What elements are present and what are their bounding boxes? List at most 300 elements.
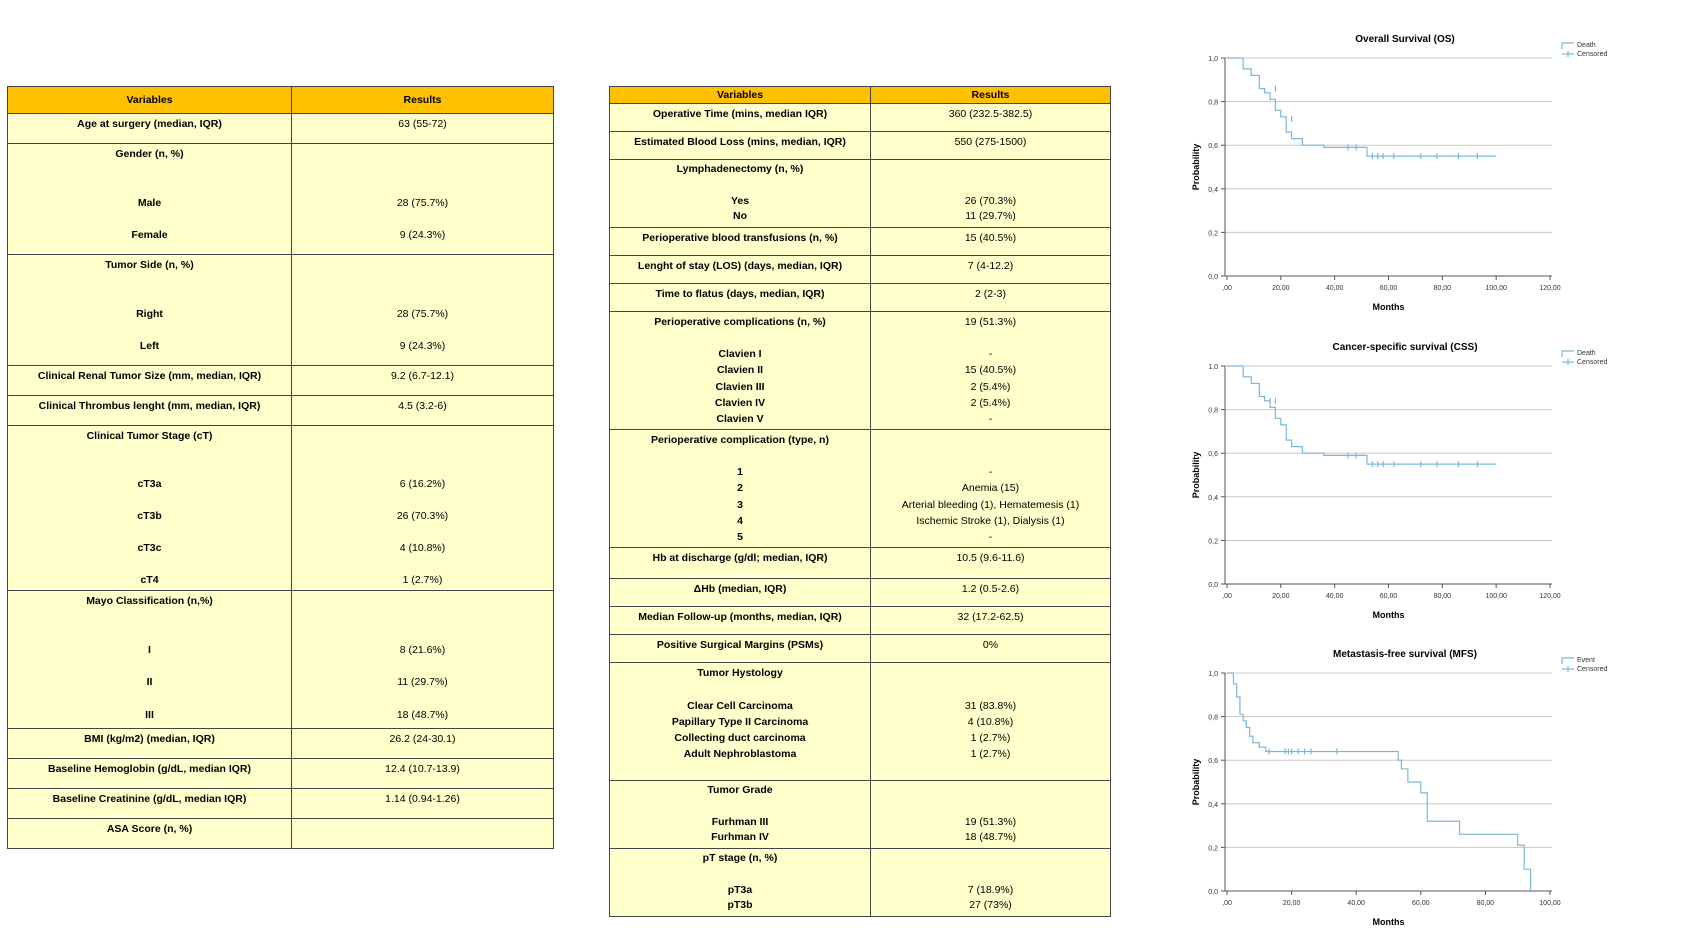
cell-line: - bbox=[988, 412, 993, 425]
metastasis-free-survival-chart bbox=[1185, 643, 1645, 935]
table-row bbox=[8, 255, 554, 366]
cell-line: Perioperative complication (type, n) bbox=[651, 434, 829, 446]
cell-line bbox=[614, 330, 866, 346]
x-tick-label: 60,00 bbox=[1379, 285, 1398, 292]
cell-line bbox=[12, 211, 287, 227]
table-row bbox=[610, 312, 1111, 430]
table-row bbox=[8, 144, 554, 255]
cell-line: 15 (40.5%) bbox=[964, 232, 1017, 244]
cell-line: Perioperative complications (n, %) bbox=[654, 316, 826, 328]
x-tick-label: 60,00 bbox=[1379, 593, 1398, 600]
legend-label-event: Death bbox=[1577, 350, 1596, 357]
variable-cell bbox=[610, 256, 871, 284]
y-tick-label: 0,8 bbox=[1208, 714, 1218, 722]
result-cell bbox=[871, 781, 1111, 849]
variable-cell bbox=[8, 144, 292, 255]
cell-line: Tumor Side (n, %) bbox=[105, 259, 194, 271]
legend-label-event: Death bbox=[1577, 42, 1596, 49]
cell-line bbox=[296, 556, 549, 572]
cell-line: 32 (17.2-62.5) bbox=[957, 611, 1024, 623]
y-tick-label: 0,2 bbox=[1208, 538, 1218, 546]
variable-cell bbox=[8, 729, 292, 759]
table-row bbox=[610, 607, 1111, 635]
cell-line bbox=[296, 290, 549, 306]
cell-line bbox=[296, 609, 549, 625]
cell-line: Positive Surgical Margins (PSMs) bbox=[656, 639, 824, 651]
cell-line: Right bbox=[136, 307, 163, 320]
result-cell bbox=[871, 284, 1111, 312]
y-tick-label: 0,8 bbox=[1208, 99, 1218, 107]
cell-line: Time to flatus (days, median, IQR) bbox=[655, 288, 825, 300]
y-tick-label: 0,6 bbox=[1208, 451, 1218, 459]
chart-title: Metastasis-free survival (MFS) bbox=[1333, 649, 1477, 660]
cell-line: BMI (kg/m2) (median, IQR) bbox=[84, 733, 215, 745]
cell-line: Clinical Thrombus lenght (mm, median, IQR) bbox=[38, 400, 261, 412]
cell-line: 7 (4-12.2) bbox=[967, 260, 1014, 272]
cell-line: 4 bbox=[737, 514, 743, 527]
cell-line: pT3b bbox=[727, 899, 753, 912]
variable-cell bbox=[610, 284, 871, 312]
table-row bbox=[8, 759, 554, 789]
cell-line: 4 (10.8%) bbox=[967, 715, 1014, 728]
cell-line bbox=[875, 783, 1106, 799]
table-row bbox=[610, 104, 1111, 132]
table-row bbox=[8, 426, 554, 591]
cell-line: 63 (55-72) bbox=[398, 118, 447, 130]
cell-line: 19 (51.3%) bbox=[964, 316, 1017, 328]
cell-line: Tumor Hystology bbox=[697, 667, 783, 679]
cell-line bbox=[614, 448, 866, 464]
variable-cell bbox=[8, 396, 292, 426]
cell-line: ΔHb (median, IQR) bbox=[693, 583, 787, 595]
column-header-variables: Variables bbox=[610, 87, 871, 104]
cell-line: Female bbox=[131, 229, 168, 242]
variable-cell bbox=[8, 591, 292, 729]
cell-line bbox=[296, 626, 549, 642]
cell-line: 1.14 (0.94-1.26) bbox=[385, 793, 460, 805]
cell-line: Clavien IV bbox=[714, 396, 766, 409]
cell-line: Adult Nephroblastoma bbox=[683, 748, 797, 761]
cell-line: 2 (5.4%) bbox=[970, 396, 1011, 409]
x-tick-label: 20,00 bbox=[1272, 593, 1290, 600]
survival-curve bbox=[1227, 673, 1531, 891]
cell-line bbox=[614, 867, 866, 883]
cell-line: Anemia (15) bbox=[961, 482, 1020, 495]
baseline-characteristics-table bbox=[7, 86, 554, 849]
result-cell bbox=[871, 663, 1111, 781]
x-tick-label: 100,00 bbox=[1485, 593, 1507, 600]
result-cell bbox=[871, 849, 1111, 917]
y-tick-label: 1,0 bbox=[1208, 671, 1218, 678]
cell-line: Clear Cell Carcinoma bbox=[687, 699, 793, 712]
cell-line: Tumor Grade bbox=[707, 784, 773, 796]
cell-line bbox=[12, 524, 287, 540]
variable-cell bbox=[610, 548, 871, 579]
table-row bbox=[8, 729, 554, 759]
cell-line: 10.5 (9.6-11.6) bbox=[956, 552, 1025, 564]
cell-line: I bbox=[148, 643, 151, 656]
cell-line bbox=[296, 492, 549, 508]
cell-line: 31 (83.8%) bbox=[964, 699, 1017, 712]
cell-line: 26 (70.3%) bbox=[396, 510, 449, 522]
cell-line bbox=[12, 273, 287, 289]
variable-cell bbox=[610, 607, 871, 635]
cell-line: 3 bbox=[737, 498, 743, 511]
cell-line bbox=[296, 428, 549, 444]
cell-line bbox=[12, 460, 287, 476]
y-tick-label: 0,4 bbox=[1208, 494, 1218, 502]
cell-line: - bbox=[988, 530, 993, 543]
cell-line: Clinical Tumor Stage (cT) bbox=[86, 430, 213, 442]
cell-line bbox=[296, 257, 549, 273]
cell-line: 9 (24.3%) bbox=[399, 229, 446, 242]
cell-line: Papillary Type II Carcinoma bbox=[671, 715, 809, 728]
cell-line: 28 (75.7%) bbox=[396, 307, 449, 320]
cell-line: II bbox=[146, 676, 153, 689]
y-tick-label: 0,4 bbox=[1208, 801, 1218, 809]
variable-cell bbox=[610, 160, 871, 228]
cell-line bbox=[12, 658, 287, 674]
cell-line: 2 (5.4%) bbox=[970, 380, 1011, 393]
y-tick-label: 1,0 bbox=[1208, 56, 1218, 63]
table-row bbox=[8, 789, 554, 819]
cell-line: Mayo Classification (n,%) bbox=[86, 595, 213, 607]
column-header-results: Results bbox=[292, 87, 554, 114]
cell-line: 18 (48.7%) bbox=[396, 709, 449, 722]
y-axis-label: Probability bbox=[1191, 451, 1201, 499]
result-cell bbox=[292, 819, 554, 849]
cell-line: Lenght of stay (LOS) (days, median, IQR) bbox=[637, 260, 843, 272]
cell-line: Clinical Renal Tumor Size (mm, median, IQR) bbox=[37, 370, 262, 382]
x-tick-label: ,00 bbox=[1222, 285, 1232, 292]
y-tick-label: 0,0 bbox=[1208, 274, 1218, 281]
x-tick-label: 100,00 bbox=[1485, 285, 1507, 292]
cell-line bbox=[296, 524, 549, 540]
legend-label-censored: Censored bbox=[1577, 359, 1608, 366]
cell-line: 4 (10.8%) bbox=[399, 542, 446, 554]
x-tick-label: 100,00 bbox=[1539, 900, 1561, 907]
variable-cell bbox=[610, 312, 871, 430]
result-cell bbox=[292, 255, 554, 366]
survival-curve bbox=[1227, 366, 1496, 464]
cell-line: 4.5 (3.2-6) bbox=[398, 400, 447, 412]
x-tick-label: 60,00 bbox=[1412, 900, 1430, 907]
x-tick-label: 120,00 bbox=[1539, 285, 1561, 292]
variable-cell bbox=[8, 114, 292, 144]
cell-line bbox=[12, 179, 287, 195]
cell-line: 1 bbox=[737, 466, 743, 479]
x-tick-label: 40,00 bbox=[1325, 285, 1344, 292]
table-row bbox=[610, 635, 1111, 663]
cell-line: cT3a bbox=[137, 478, 162, 490]
result-cell bbox=[292, 789, 554, 819]
table-row bbox=[610, 228, 1111, 256]
cell-line: cT3b bbox=[137, 510, 162, 522]
cell-line bbox=[875, 799, 1106, 815]
cancer-specific-survival-chart bbox=[1185, 336, 1645, 628]
result-cell bbox=[871, 104, 1111, 132]
y-tick-label: 0,6 bbox=[1208, 758, 1218, 766]
variable-cell bbox=[610, 579, 871, 607]
cell-line bbox=[296, 444, 549, 460]
cell-line bbox=[12, 626, 287, 642]
cell-line: pT3a bbox=[727, 883, 753, 896]
y-tick-label: 0,0 bbox=[1208, 582, 1218, 589]
cell-line: Operative Time (mins, median IQR) bbox=[652, 108, 828, 120]
y-tick-label: 0,2 bbox=[1208, 845, 1218, 853]
cell-line bbox=[875, 178, 1106, 194]
cell-line: Hb at discharge (g/dl; median, IQR) bbox=[652, 552, 828, 564]
perioperative-outcomes-table bbox=[609, 86, 1111, 917]
cell-line bbox=[12, 492, 287, 508]
cell-line: Ischemic Stroke (1), Dialysis (1) bbox=[916, 514, 1065, 527]
cell-line: Yes bbox=[730, 194, 750, 207]
cell-line bbox=[12, 290, 287, 306]
cell-line: Age at surgery (median, IQR) bbox=[77, 118, 222, 130]
variable-cell bbox=[610, 663, 871, 781]
cell-line: 26 (70.3%) bbox=[964, 194, 1017, 207]
result-cell bbox=[292, 114, 554, 144]
cell-line: Clavien III bbox=[715, 380, 765, 393]
x-axis-label: Months bbox=[1372, 610, 1405, 620]
cell-line: Furhman III bbox=[711, 815, 769, 828]
chart-title: Cancer-specific survival (CSS) bbox=[1332, 342, 1478, 353]
table-row bbox=[8, 366, 554, 396]
cell-line bbox=[296, 691, 549, 707]
cell-line bbox=[614, 681, 866, 697]
variable-cell bbox=[610, 132, 871, 160]
survival-curve bbox=[1227, 58, 1496, 156]
cell-line bbox=[12, 609, 287, 625]
variable-cell bbox=[610, 104, 871, 132]
cell-line: 0% bbox=[982, 639, 999, 651]
result-cell bbox=[871, 607, 1111, 635]
table-row bbox=[610, 548, 1111, 579]
legend-line-event bbox=[1562, 43, 1574, 49]
result-cell bbox=[871, 579, 1111, 607]
cell-line: 360 (232.5-382.5) bbox=[948, 108, 1033, 120]
cell-line: 5 bbox=[737, 530, 743, 543]
cell-line: 6 (16.2%) bbox=[399, 478, 446, 490]
table-row bbox=[610, 284, 1111, 312]
result-cell bbox=[871, 228, 1111, 256]
cell-line: Arterial bleeding (1), Hematemesis (1) bbox=[901, 498, 1080, 511]
result-cell bbox=[292, 426, 554, 591]
cell-line: Perioperative blood transfusions (n, %) bbox=[642, 232, 838, 244]
cell-line: Furhman IV bbox=[711, 831, 769, 844]
cell-line: 2 bbox=[737, 482, 743, 495]
cell-line bbox=[875, 432, 1106, 448]
cell-line bbox=[296, 658, 549, 674]
table-row bbox=[8, 819, 554, 849]
cell-line: 1 (2.7%) bbox=[402, 574, 443, 586]
cell-line: cT3c bbox=[137, 542, 162, 554]
y-tick-label: 0,0 bbox=[1208, 889, 1218, 896]
legend-label-censored: Censored bbox=[1577, 51, 1608, 58]
x-tick-label: 80,00 bbox=[1476, 900, 1495, 907]
x-tick-label: ,00 bbox=[1222, 900, 1232, 907]
cell-line: 1 (2.7%) bbox=[970, 732, 1011, 745]
table-row bbox=[610, 781, 1111, 849]
cell-line bbox=[296, 273, 549, 289]
cell-line bbox=[296, 146, 549, 162]
x-tick-label: 120,00 bbox=[1539, 593, 1561, 600]
cell-line: 28 (75.7%) bbox=[396, 196, 449, 209]
result-cell bbox=[871, 256, 1111, 284]
cell-line bbox=[614, 799, 866, 815]
cell-line: No bbox=[733, 210, 747, 223]
cell-line: 15 (40.5%) bbox=[964, 364, 1017, 377]
table-row bbox=[8, 591, 554, 729]
variable-cell bbox=[8, 255, 292, 366]
column-header-results: Results bbox=[871, 87, 1111, 104]
cell-line: 9.2 (6.7-12.1) bbox=[390, 370, 455, 382]
cell-line bbox=[875, 665, 1106, 681]
cell-line: 12.4 (10.7-13.9) bbox=[385, 763, 460, 775]
chart-title: Overall Survival (OS) bbox=[1355, 34, 1455, 45]
x-axis-label: Months bbox=[1372, 302, 1405, 312]
cell-line: 11 (29.7%) bbox=[965, 210, 1016, 223]
cell-line: Clavien II bbox=[716, 364, 764, 377]
y-tick-label: 0,8 bbox=[1208, 407, 1218, 415]
cell-line: 7 (18.9%) bbox=[967, 883, 1014, 896]
result-cell bbox=[292, 144, 554, 255]
variable-cell bbox=[610, 430, 871, 548]
cell-line bbox=[875, 851, 1106, 867]
result-cell bbox=[871, 132, 1111, 160]
variable-cell bbox=[8, 426, 292, 591]
legend-line-event bbox=[1562, 351, 1574, 357]
x-tick-label: 40,00 bbox=[1325, 593, 1344, 600]
cell-line: cT4 bbox=[140, 574, 159, 586]
result-cell bbox=[292, 591, 554, 729]
cell-line bbox=[875, 681, 1106, 697]
table-row bbox=[610, 663, 1111, 781]
cell-line: 9 (24.3%) bbox=[399, 340, 446, 353]
legend-label-censored: Censored bbox=[1577, 666, 1608, 673]
cell-line: pT stage (n, %) bbox=[702, 852, 778, 864]
cell-line bbox=[875, 162, 1106, 178]
table-row bbox=[610, 849, 1111, 917]
result-cell bbox=[871, 548, 1111, 579]
result-cell bbox=[871, 430, 1111, 548]
cell-line bbox=[875, 330, 1106, 346]
cell-line bbox=[296, 179, 549, 195]
cell-line: Collecting duct carcinoma bbox=[674, 732, 806, 745]
cell-line: 11 (29.7%) bbox=[397, 676, 448, 689]
cell-line: Left bbox=[139, 340, 160, 353]
cell-line bbox=[296, 322, 549, 338]
overall-survival-chart bbox=[1185, 28, 1645, 320]
variable-cell bbox=[8, 366, 292, 396]
result-cell bbox=[871, 160, 1111, 228]
cell-line: III bbox=[145, 709, 154, 722]
legend-label-event: Event bbox=[1577, 657, 1595, 664]
cell-line: ASA Score (n, %) bbox=[106, 823, 193, 835]
cell-line bbox=[296, 593, 549, 609]
x-axis-label: Months bbox=[1372, 917, 1405, 927]
cell-line: Male bbox=[137, 196, 162, 209]
legend-line-event bbox=[1562, 658, 1574, 664]
y-axis-label: Probability bbox=[1191, 758, 1201, 806]
result-cell bbox=[292, 396, 554, 426]
table-row bbox=[610, 256, 1111, 284]
table-row bbox=[610, 160, 1111, 228]
x-tick-label: 20,00 bbox=[1282, 900, 1301, 907]
variable-cell bbox=[8, 789, 292, 819]
variable-cell bbox=[610, 849, 871, 917]
x-tick-label: 40,00 bbox=[1347, 900, 1365, 907]
cell-line bbox=[12, 556, 287, 572]
cell-line: Baseline Creatinine (g/dL, median IQR) bbox=[52, 793, 247, 805]
y-axis-label: Probability bbox=[1191, 143, 1201, 191]
y-tick-label: 0,6 bbox=[1208, 143, 1218, 151]
result-cell bbox=[871, 635, 1111, 663]
cell-line: 8 (21.6%) bbox=[399, 643, 446, 656]
cell-line bbox=[296, 162, 549, 178]
cell-line bbox=[614, 178, 866, 194]
cell-line: Clavien V bbox=[716, 412, 764, 425]
table-row bbox=[8, 396, 554, 426]
cell-line bbox=[296, 211, 549, 227]
cell-line: 26.2 (24-30.1) bbox=[389, 733, 456, 745]
cell-line: 18 (48.7%) bbox=[964, 831, 1017, 844]
variable-cell bbox=[610, 781, 871, 849]
cell-line bbox=[12, 444, 287, 460]
column-header-variables: Variables bbox=[8, 87, 292, 114]
variable-cell bbox=[610, 228, 871, 256]
y-tick-label: 0,4 bbox=[1208, 186, 1218, 194]
result-cell bbox=[292, 729, 554, 759]
y-tick-label: 0,2 bbox=[1208, 230, 1218, 238]
cell-line: 1 (2.7%) bbox=[970, 748, 1011, 761]
cell-line bbox=[296, 460, 549, 476]
variable-cell bbox=[610, 635, 871, 663]
result-cell bbox=[292, 759, 554, 789]
variable-cell bbox=[8, 819, 292, 849]
cell-line: - bbox=[988, 348, 993, 361]
cell-line: Clavien I bbox=[718, 348, 762, 361]
result-cell bbox=[292, 366, 554, 396]
cell-line bbox=[875, 448, 1106, 464]
cell-line bbox=[12, 162, 287, 178]
table-row bbox=[8, 114, 554, 144]
cell-line: Gender (n, %) bbox=[115, 148, 184, 160]
cell-line: 19 (51.3%) bbox=[964, 815, 1017, 828]
cell-line: Baseline Hemoglobin (g/dL, median IQR) bbox=[47, 763, 252, 775]
cell-line: - bbox=[988, 466, 993, 479]
cell-line: Lymphadenectomy (n, %) bbox=[676, 163, 804, 175]
table-row bbox=[610, 430, 1111, 548]
cell-line: Estimated Blood Loss (mins, median, IQR) bbox=[634, 136, 846, 148]
cell-line bbox=[875, 867, 1106, 883]
x-tick-label: ,00 bbox=[1222, 593, 1232, 600]
x-tick-label: 80,00 bbox=[1433, 285, 1452, 292]
cell-line: 2 (2-3) bbox=[975, 288, 1006, 300]
cell-line: Median Follow-up (months, median, IQR) bbox=[638, 611, 842, 623]
cell-line bbox=[12, 322, 287, 338]
cell-line: 550 (275-1500) bbox=[954, 136, 1027, 148]
x-tick-label: 80,00 bbox=[1433, 593, 1452, 600]
x-tick-label: 20,00 bbox=[1272, 285, 1290, 292]
variable-cell bbox=[8, 759, 292, 789]
result-cell bbox=[871, 312, 1111, 430]
cell-line bbox=[296, 821, 549, 837]
table-row bbox=[610, 579, 1111, 607]
cell-line: 27 (73%) bbox=[969, 899, 1012, 912]
cell-line: 1.2 (0.5-2.6) bbox=[961, 583, 1020, 595]
cell-line bbox=[12, 691, 287, 707]
